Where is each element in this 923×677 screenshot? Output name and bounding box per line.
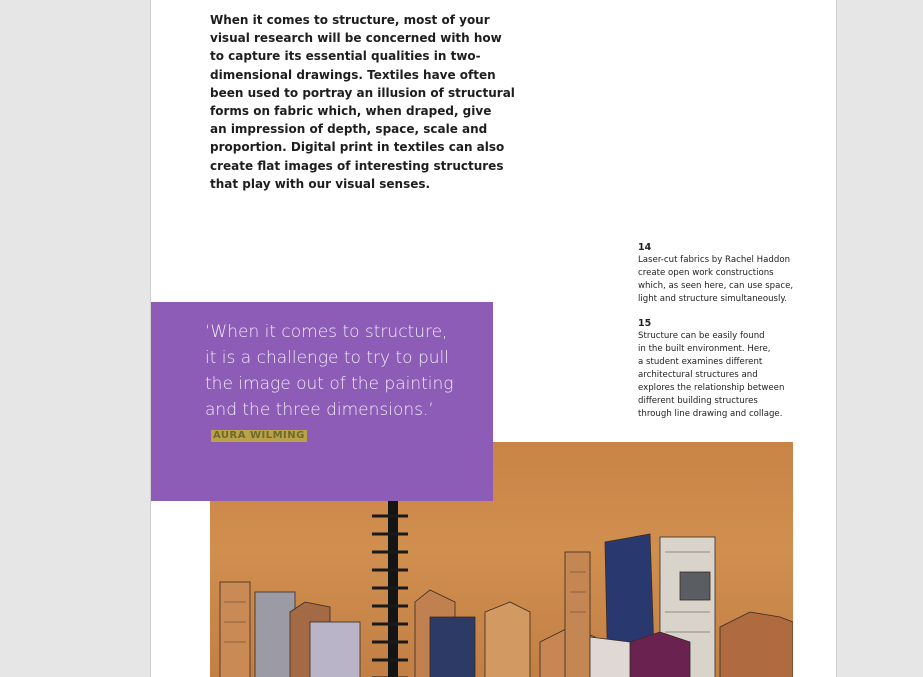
caption-15: [638, 318, 798, 421]
body-line: an impression of depth, space, scale and: [210, 122, 488, 137]
caption-line: in the built environment. Here,: [638, 344, 771, 354]
body-line: forms on fabric which, when draped, give: [210, 104, 492, 119]
caption-line: Laser-cut fabrics by Rachel Haddon: [638, 255, 791, 265]
caption-number: 14: [638, 242, 652, 253]
pull-quote: [205, 319, 485, 423]
body-line: that play with our visual senses.: [210, 176, 431, 191]
quote-line: it is a challenge to try to pull: [205, 348, 449, 368]
book-page: [150, 0, 837, 677]
body-line: dimensional drawings. Textiles have often: [210, 67, 496, 82]
caption-line: through line drawing and collage.: [638, 409, 783, 419]
caption-line: a student examines different: [638, 357, 763, 367]
body-paragraph: [210, 11, 515, 193]
caption-line: Structure can be easily found: [638, 331, 765, 341]
body-line: When it comes to structure, most of your: [210, 13, 490, 27]
figure-captions: [638, 242, 798, 433]
spiral-binding: [372, 500, 408, 677]
caption-number: 15: [638, 318, 652, 329]
body-line: to capture its essential qualities in two-: [210, 49, 481, 64]
quote-line: the image out of the painting: [205, 374, 454, 394]
caption-line: which, as seen here, can use space,: [638, 281, 794, 291]
body-line: visual research will be concerned with how: [210, 31, 502, 46]
caption-line: explores the relationship between: [638, 383, 785, 393]
body-line: proportion. Digital print in textiles can also: [210, 140, 505, 155]
quote-author: AURA WILMING: [213, 430, 305, 441]
caption-line: architectural structures and: [638, 370, 758, 380]
quote-line: and the three dimensions.’: [205, 400, 434, 420]
body-line: create flat images of interesting structures: [210, 158, 504, 173]
caption-line: different building structures: [638, 396, 758, 406]
caption-line: create open work constructions: [638, 268, 774, 278]
caption-14: [638, 242, 798, 306]
quote-line: ‘When it comes to structure,: [205, 322, 448, 342]
caption-line: light and structure simultaneously.: [638, 294, 788, 304]
pull-quote-box: [151, 302, 493, 501]
body-line: been used to portray an illusion of structural: [210, 85, 515, 100]
